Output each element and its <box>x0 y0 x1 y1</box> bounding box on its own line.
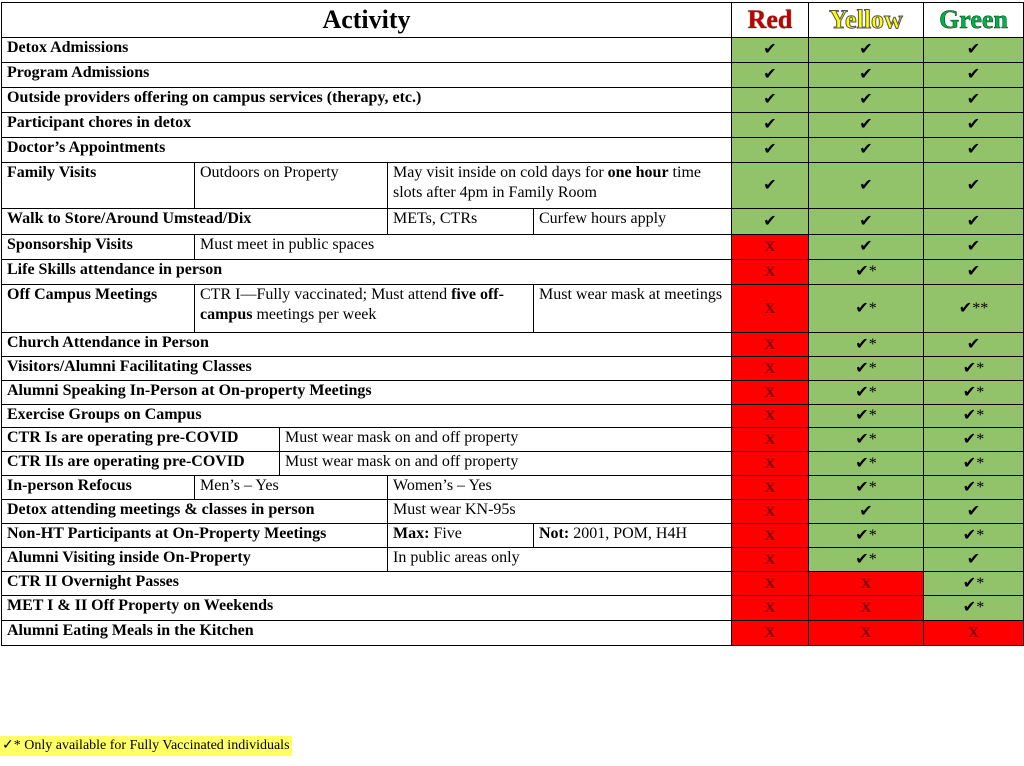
table-row <box>2 596 1024 621</box>
activity-name: Life Skills attendance in person <box>2 260 732 285</box>
table-row <box>2 357 1024 381</box>
note-text: May visit inside on cold days for <box>393 164 608 181</box>
table-row <box>2 88 1024 113</box>
table-row <box>2 381 1024 405</box>
activity-note: Outdoors on Property <box>195 163 388 209</box>
yellow-status: ✔ <box>809 209 924 235</box>
red-status: ✔ <box>732 209 809 235</box>
table-row <box>2 38 1024 63</box>
activity-note <box>388 524 534 548</box>
note-emphasis: Not: <box>539 525 570 542</box>
table-row <box>2 524 1024 548</box>
note-text: meetings per week <box>252 306 377 323</box>
activity-name: Off Campus Meetings <box>2 285 195 333</box>
yellow-status: X <box>809 572 924 596</box>
table-row <box>2 235 1024 260</box>
red-status: X <box>732 548 809 572</box>
activity-note: METs, CTRs <box>388 209 534 235</box>
activity-name: Family Visits <box>2 163 195 209</box>
yellow-status: ✔* <box>809 285 924 333</box>
activity-note: In public areas only <box>388 548 732 572</box>
yellow-status: ✔ <box>809 88 924 113</box>
yellow-status: ✔* <box>809 548 924 572</box>
green-status: ✔ <box>924 38 1024 63</box>
red-status: ✔ <box>732 63 809 88</box>
yellow-status: ✔* <box>809 524 924 548</box>
red-status: X <box>732 260 809 285</box>
activity-name: Sponsorship Visits <box>2 235 195 260</box>
green-status: ✔* <box>924 524 1024 548</box>
table-header-row <box>2 3 1024 38</box>
green-header: Green <box>924 3 1024 38</box>
yellow-status: ✔* <box>809 381 924 405</box>
activity-note-detail: Curfew hours apply <box>534 209 732 235</box>
yellow-status: X <box>809 621 924 646</box>
yellow-status: ✔ <box>809 113 924 138</box>
red-status: X <box>732 452 809 476</box>
yellow-status: ✔* <box>809 260 924 285</box>
activity-status-table <box>1 2 1024 646</box>
table-row <box>2 209 1024 235</box>
green-status: ✔* <box>924 428 1024 452</box>
yellow-status: X <box>809 596 924 621</box>
activity-note <box>195 285 534 333</box>
green-status: ✔ <box>924 138 1024 163</box>
activity-name: In-person Refocus <box>2 476 195 500</box>
yellow-status: ✔* <box>809 476 924 500</box>
green-status: ✔ <box>924 163 1024 209</box>
red-status: X <box>732 357 809 381</box>
red-status: ✔ <box>732 113 809 138</box>
green-status: ✔ <box>924 235 1024 260</box>
activity-name: Doctor’s Appointments <box>2 138 732 163</box>
activity-note-detail <box>534 524 732 548</box>
green-status: ✔ <box>924 88 1024 113</box>
green-status: ✔ <box>924 63 1024 88</box>
activity-name: Participant chores in detox <box>2 113 732 138</box>
table-row <box>2 405 1024 428</box>
table-row <box>2 285 1024 333</box>
table-row <box>2 621 1024 646</box>
activity-name: Detox attending meetings & classes in person <box>2 500 388 524</box>
activity-name: Church Attendance in Person <box>2 333 732 357</box>
red-status: X <box>732 572 809 596</box>
yellow-status: ✔* <box>809 357 924 381</box>
red-header: Red <box>732 3 809 38</box>
activity-note: Must wear mask on and off property <box>280 452 732 476</box>
table-row <box>2 476 1024 500</box>
green-status: ✔* <box>924 452 1024 476</box>
green-status: ✔* <box>924 476 1024 500</box>
yellow-status: ✔ <box>809 163 924 209</box>
table-row <box>2 260 1024 285</box>
red-status: X <box>732 596 809 621</box>
yellow-status: ✔ <box>809 38 924 63</box>
green-status: X <box>924 621 1024 646</box>
red-status: ✔ <box>732 138 809 163</box>
note-emphasis: one hour <box>607 164 669 181</box>
yellow-status: ✔* <box>809 452 924 476</box>
table-row <box>2 428 1024 452</box>
note-text: CTR I—Fully vaccinated; Must attend <box>200 286 452 303</box>
yellow-status: ✔ <box>809 500 924 524</box>
green-status: ✔ <box>924 113 1024 138</box>
activity-name: Alumni Visiting inside On-Property <box>2 548 388 572</box>
green-status: ✔ <box>924 333 1024 357</box>
yellow-status: ✔* <box>809 333 924 357</box>
activity-name: Walk to Store/Around Umstead/Dix <box>2 209 388 235</box>
green-status: ✔ <box>924 260 1024 285</box>
red-status: X <box>732 476 809 500</box>
red-status: ✔ <box>732 163 809 209</box>
green-status: ✔* <box>924 596 1024 621</box>
green-status: ✔* <box>924 405 1024 428</box>
activity-note: Must meet in public spaces <box>195 235 732 260</box>
activity-note-detail: Women’s – Yes <box>388 476 732 500</box>
vaccination-footnote: ✓* Only available for Fully Vaccinated individuals <box>0 736 292 756</box>
note-emphasis: Max: <box>393 525 430 542</box>
table-row <box>2 572 1024 596</box>
red-status: X <box>732 381 809 405</box>
activity-note: Must wear KN-95s <box>388 500 732 524</box>
yellow-status: ✔ <box>809 138 924 163</box>
green-status: ✔ <box>924 209 1024 235</box>
activity-note-detail <box>388 163 732 209</box>
activity-name: Alumni Speaking In-Person at On-property Meetings <box>2 381 732 405</box>
activity-name: Non-HT Participants at On-Property Meetings <box>2 524 388 548</box>
red-status: X <box>732 405 809 428</box>
yellow-status: ✔ <box>809 235 924 260</box>
green-status: ✔ <box>924 548 1024 572</box>
green-status: ✔** <box>924 285 1024 333</box>
green-status: ✔ <box>924 500 1024 524</box>
table-row <box>2 138 1024 163</box>
note-text: time slots after 4pm in Family Room <box>393 164 701 201</box>
green-status: ✔* <box>924 357 1024 381</box>
activity-note: Men’s – Yes <box>195 476 388 500</box>
green-status: ✔* <box>924 381 1024 405</box>
yellow-header: Yellow <box>809 3 924 38</box>
table-row <box>2 63 1024 88</box>
yellow-status: ✔* <box>809 428 924 452</box>
activity-name: Detox Admissions <box>2 38 732 63</box>
red-status: X <box>732 333 809 357</box>
red-status: X <box>732 235 809 260</box>
activity-name: Visitors/Alumni Facilitating Classes <box>2 357 732 381</box>
table-row <box>2 452 1024 476</box>
table-row <box>2 163 1024 209</box>
yellow-status: ✔ <box>809 63 924 88</box>
activity-name: MET I & II Off Property on Weekends <box>2 596 732 621</box>
activity-name: Exercise Groups on Campus <box>2 405 732 428</box>
red-status: X <box>732 428 809 452</box>
table-row <box>2 500 1024 524</box>
green-status: ✔* <box>924 572 1024 596</box>
table-row <box>2 333 1024 357</box>
yellow-status: ✔* <box>809 405 924 428</box>
activity-note: Must wear mask on and off property <box>280 428 732 452</box>
activity-name: Outside providers offering on campus services (therapy, etc.) <box>2 88 732 113</box>
activity-note-detail: Must wear mask at meetings <box>534 285 732 333</box>
activity-name: Program Admissions <box>2 63 732 88</box>
note-emphasis: five off-campus <box>200 286 504 323</box>
table-row <box>2 113 1024 138</box>
activity-name: CTR IIs are operating pre-COVID <box>2 452 280 476</box>
red-status: X <box>732 524 809 548</box>
red-status: X <box>732 621 809 646</box>
red-status: X <box>732 500 809 524</box>
activity-header: Activity <box>2 3 732 38</box>
note-text: 2001, POM, H4H <box>569 525 688 542</box>
activity-name: Alumni Eating Meals in the Kitchen <box>2 621 732 646</box>
red-status: X <box>732 285 809 333</box>
red-status: ✔ <box>732 88 809 113</box>
table-row <box>2 548 1024 572</box>
activity-name: CTR II Overnight Passes <box>2 572 732 596</box>
activity-name: CTR Is are operating pre-COVID <box>2 428 280 452</box>
note-text: Five <box>429 525 462 542</box>
red-status: ✔ <box>732 38 809 63</box>
